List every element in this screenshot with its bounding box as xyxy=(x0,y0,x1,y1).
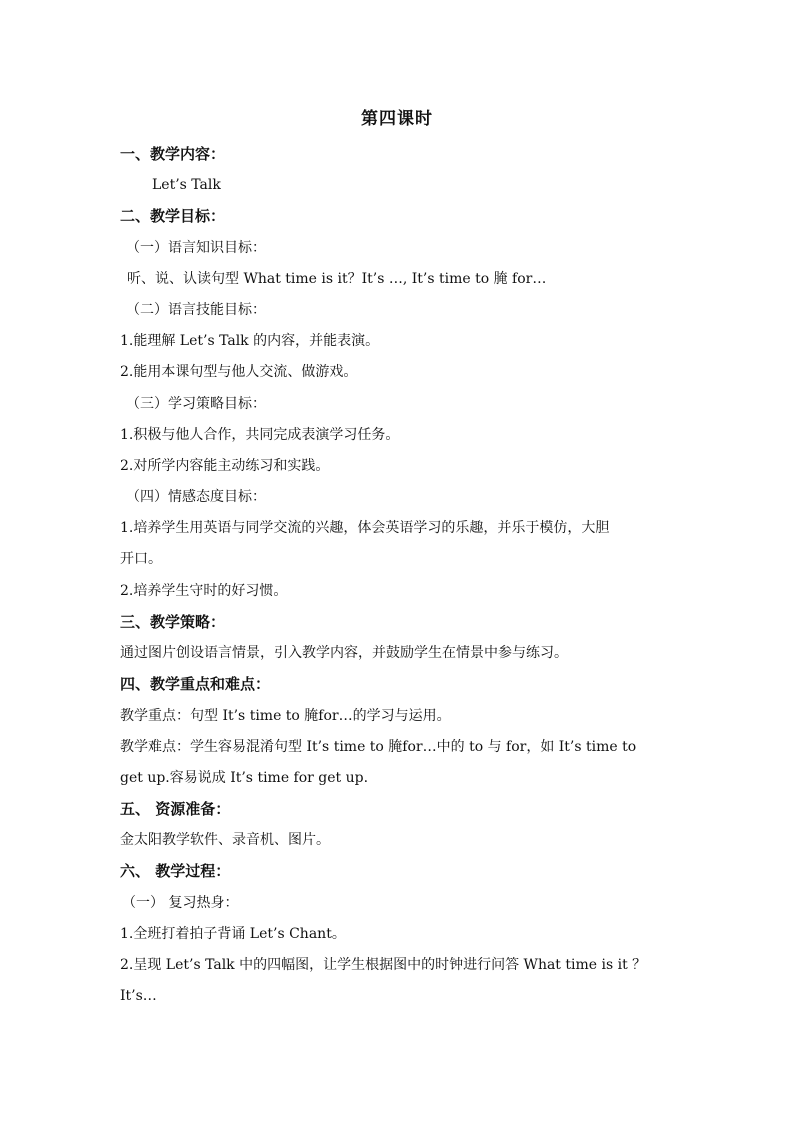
subheading-language-knowledge: （一）语言知识目标： xyxy=(126,240,266,256)
heading-teaching-process: 六、 教学过程： xyxy=(120,862,231,880)
language-skills-item-2: 2.能用本课句型与他人交流、做游戏。 xyxy=(120,364,358,380)
heading-teaching-strategy: 三、教学策略： xyxy=(120,613,226,631)
review-item-2-line-1: 2.呈现 Let’s Talk 中的四幅图，让学生根据图中的时钟进行问答 What time is it ？ xyxy=(120,957,647,973)
teaching-content-text: Let’s Talk xyxy=(152,177,221,193)
subheading-learning-strategy: （三）学习策略目标： xyxy=(126,396,266,412)
learning-strategy-item-2: 2.对所学内容能主动练习和实践。 xyxy=(120,458,330,474)
subheading-review-warmup: （一） 复习热身： xyxy=(122,895,239,911)
review-item-1: 1.全班打着拍子背诵 Let’s Chant。 xyxy=(120,926,346,942)
heading-key-and-difficult-points: 四、教学重点和难点： xyxy=(120,675,271,693)
heading-teaching-goals: 二、教学目标： xyxy=(120,207,226,225)
emotional-attitude-item-1-line-1: 1.培养学生用英语与同学交流的兴趣，体会英语学习的乐趣，并乐于模仿，大胆 xyxy=(120,520,610,536)
resources-text: 金太阳教学软件、录音机、图片。 xyxy=(120,832,330,848)
language-knowledge-text: 听、说、认读句型 What time is it？It’s …, It’s time to 腌 for… xyxy=(127,271,547,287)
difficult-point-line-1: 教学难点：学生容易混淆句型 It’s time to 腌for…中的 to 与 for，如 It’s time to xyxy=(120,739,637,755)
emotional-attitude-item-1-line-2: 开口。 xyxy=(120,551,162,567)
key-point-text: 教学重点：句型 It’s time to 腌for…的学习与运用。 xyxy=(120,708,451,724)
language-skills-item-1: 1.能理解 Let’s Talk 的内容，并能表演。 xyxy=(120,333,380,349)
review-item-2-line-2: It’s… xyxy=(120,988,157,1004)
learning-strategy-item-1: 1.积极与他人合作，共同完成表演学习任务。 xyxy=(120,427,400,443)
emotional-attitude-item-2: 2.培养学生守时的好习惯。 xyxy=(120,583,288,599)
page-title: 第四课时 xyxy=(361,109,433,129)
subheading-language-skills: （二）语言技能目标： xyxy=(126,302,266,318)
subheading-emotional-attitude: （四）情感态度目标： xyxy=(126,489,266,505)
heading-teaching-content: 一、教学内容： xyxy=(120,145,226,163)
teaching-strategy-text: 通过图片创设语言情景，引入教学内容，并鼓励学生在情景中参与练习。 xyxy=(120,645,568,661)
heading-resources: 五、 资源准备： xyxy=(120,800,231,818)
difficult-point-line-2: get up.容易说成 It’s time for get up. xyxy=(120,770,369,786)
